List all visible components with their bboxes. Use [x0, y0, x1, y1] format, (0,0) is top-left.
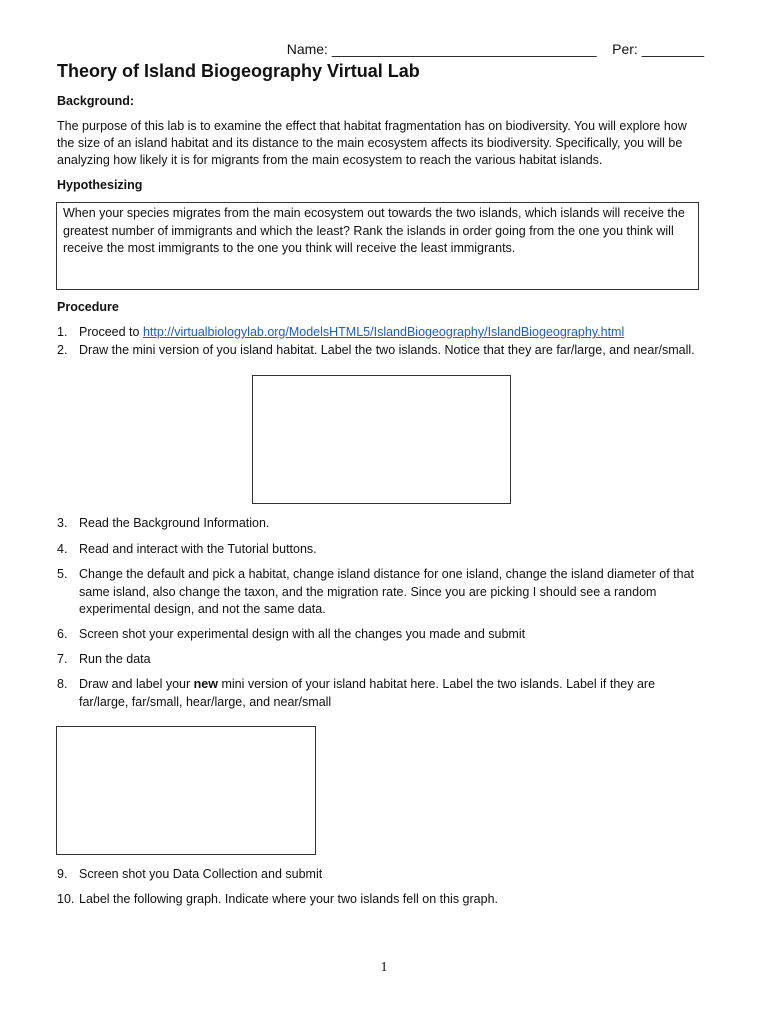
- step-number: 10.: [57, 892, 75, 906]
- hypothesizing-heading: Hypothesizing: [57, 178, 143, 192]
- name-label: Name:: [286, 41, 328, 57]
- procedure-step: [57, 342, 707, 360]
- procedure-step: [57, 626, 707, 644]
- step-number: 5.: [57, 567, 68, 581]
- step-number: 3.: [57, 516, 68, 530]
- step-number: 9.: [57, 867, 68, 881]
- island-drawing-box[interactable]: [252, 375, 511, 504]
- step-number: 7.: [57, 652, 68, 666]
- step-number: 4.: [57, 542, 68, 556]
- step-text: Read the Background Information.: [79, 516, 270, 530]
- step-text: Change the default and pick a habitat, change island distance for one island, change the island diameter of that same island, also change the taxon, and the migration rate. Since you are picking I should see a random experimental design, and not the same data.: [79, 567, 695, 616]
- page-title: Theory of Island Biogeography Virtual Lab: [57, 61, 420, 81]
- step-text: Screen shot your experimental design with all the changes you made and submit: [79, 627, 526, 641]
- step-text: Label the following graph. Indicate where your two islands fell on this graph.: [79, 892, 499, 906]
- step-emphasis: new: [193, 677, 218, 691]
- step-text-part: mini version of your island habitat here. Label the two islands. Label if they are far/large, far/small, hear/large, and near/small: [79, 677, 656, 709]
- hypothesis-prompt: When your species migrates from the main ecosystem out towards the two islands, which islands will receive the greatest number of immigrants and which the least? Rank the islands in order going from the one you think will receive the most immigrants to the one you think will receive the least immigrants.: [63, 206, 685, 255]
- student-info-line: [56, 41, 704, 57]
- step-text: Draw the mini version of you island habitat. Label the two islands. Notice that they are far/large, and near/small.: [79, 343, 695, 357]
- background-paragraph: The purpose of this lab is to examine the effect that habitat fragmentation has on biodiversity. You will explore how the size of an island habitat and its distance to the main ecosystem affects its biodiversity. Specifically, you will be analyzing how likely it is for migrants from the main ecosystem to reach the various habitat islands.: [57, 119, 687, 167]
- new-island-drawing-box[interactable]: [56, 726, 316, 855]
- procedure-heading: Procedure: [57, 300, 119, 314]
- procedure-step: [57, 891, 707, 909]
- procedure-step: [57, 566, 707, 619]
- procedure-step: [57, 676, 707, 711]
- step-number: 8.: [57, 677, 68, 691]
- page-number: 1: [380, 960, 388, 975]
- procedure-step: [57, 324, 707, 342]
- procedure-step: [57, 515, 707, 533]
- step-text-part: Draw and label your: [79, 677, 194, 691]
- procedure-step: [57, 866, 707, 884]
- step-text: [79, 676, 707, 711]
- procedure-step: [57, 651, 707, 669]
- step-number: 6.: [57, 627, 68, 641]
- background-heading: Background:: [57, 94, 135, 108]
- step-text: Run the data: [79, 652, 151, 666]
- lab-link[interactable]: http://virtualbiologylab.org/ModelsHTML5/IslandBiogeography/IslandBiogeography.html: [142, 325, 625, 339]
- step-text: Screen shot you Data Collection and submit: [79, 867, 323, 881]
- step-text: Read and interact with the Tutorial buttons.: [79, 542, 317, 556]
- period-field[interactable]: ________: [641, 41, 704, 57]
- hypothesis-answer-box[interactable]: [56, 202, 699, 290]
- period-label: Per:: [612, 41, 638, 57]
- procedure-step: [57, 541, 707, 559]
- step-number: 1.: [57, 325, 68, 339]
- step-number: 2.: [57, 343, 68, 357]
- step-text: Proceed to: [79, 325, 143, 339]
- name-field[interactable]: __________________________________: [331, 41, 597, 57]
